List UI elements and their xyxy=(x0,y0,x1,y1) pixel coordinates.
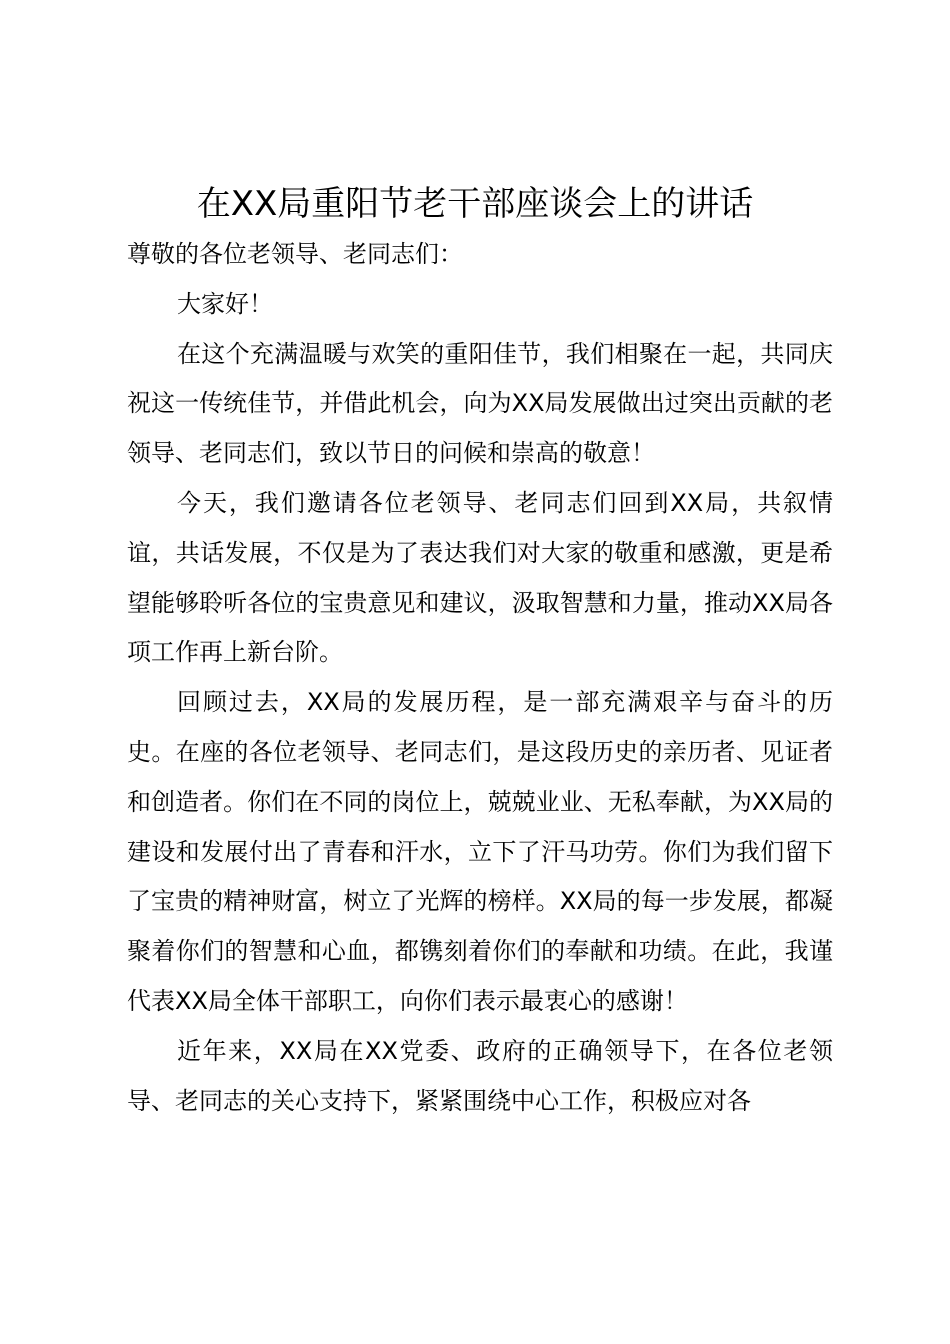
paragraph-history: 回顾过去，XX局的发展历程，是一部充满艰辛与奋斗的历史。在座的各位老领导、老同志们，是这段历史的亲历者、见证者和创造者。你们在不同的岗位上，兢兢业业、无私奉献，为XX局的建设和发展付出了青春和汗水，立下了汗马功劳。你们为我们留下了宝贵的精神财富，树立了光辉的榜样。XX局的每一步发展，都凝聚着你们的智慧和心血，都镌刻着你们的奉献和功绩。在此，我谨代表XX局全体干部职工，向你们表示最衷心的感谢！ xyxy=(127,688,833,1015)
paragraph-recent-years: 近年来，XX局在XX党委、政府的正确领导下，在各位老领导、老同志的关心支持下，紧紧围绕中心工作，积极应对各 xyxy=(127,1036,833,1115)
salutation: 尊敬的各位老领导、老同志们： xyxy=(127,240,463,268)
paragraph-festival-greeting: 在这个充满温暖与欢笑的重阳佳节，我们相聚在一起，共同庆祝这一传统佳节，并借此机会，向为XX局发展做出过突出贡献的老领导、老同志们，致以节日的问候和崇高的敬意！ xyxy=(127,339,833,468)
document-body xyxy=(127,230,833,1126)
paragraph-purpose: 今天，我们邀请各位老领导、老同志们回到XX局，共叙情谊，共话发展，不仅是为了表达我们对大家的敬重和感激，更是希望能够聆听各位的宝贵意见和建议，汲取智慧和力量，推动XX局各项工作再上新台阶。 xyxy=(127,488,833,667)
paragraph-greeting: 大家好！ xyxy=(177,289,273,318)
document-title: 在XX局重阳节老干部座谈会上的讲话 xyxy=(196,184,754,224)
